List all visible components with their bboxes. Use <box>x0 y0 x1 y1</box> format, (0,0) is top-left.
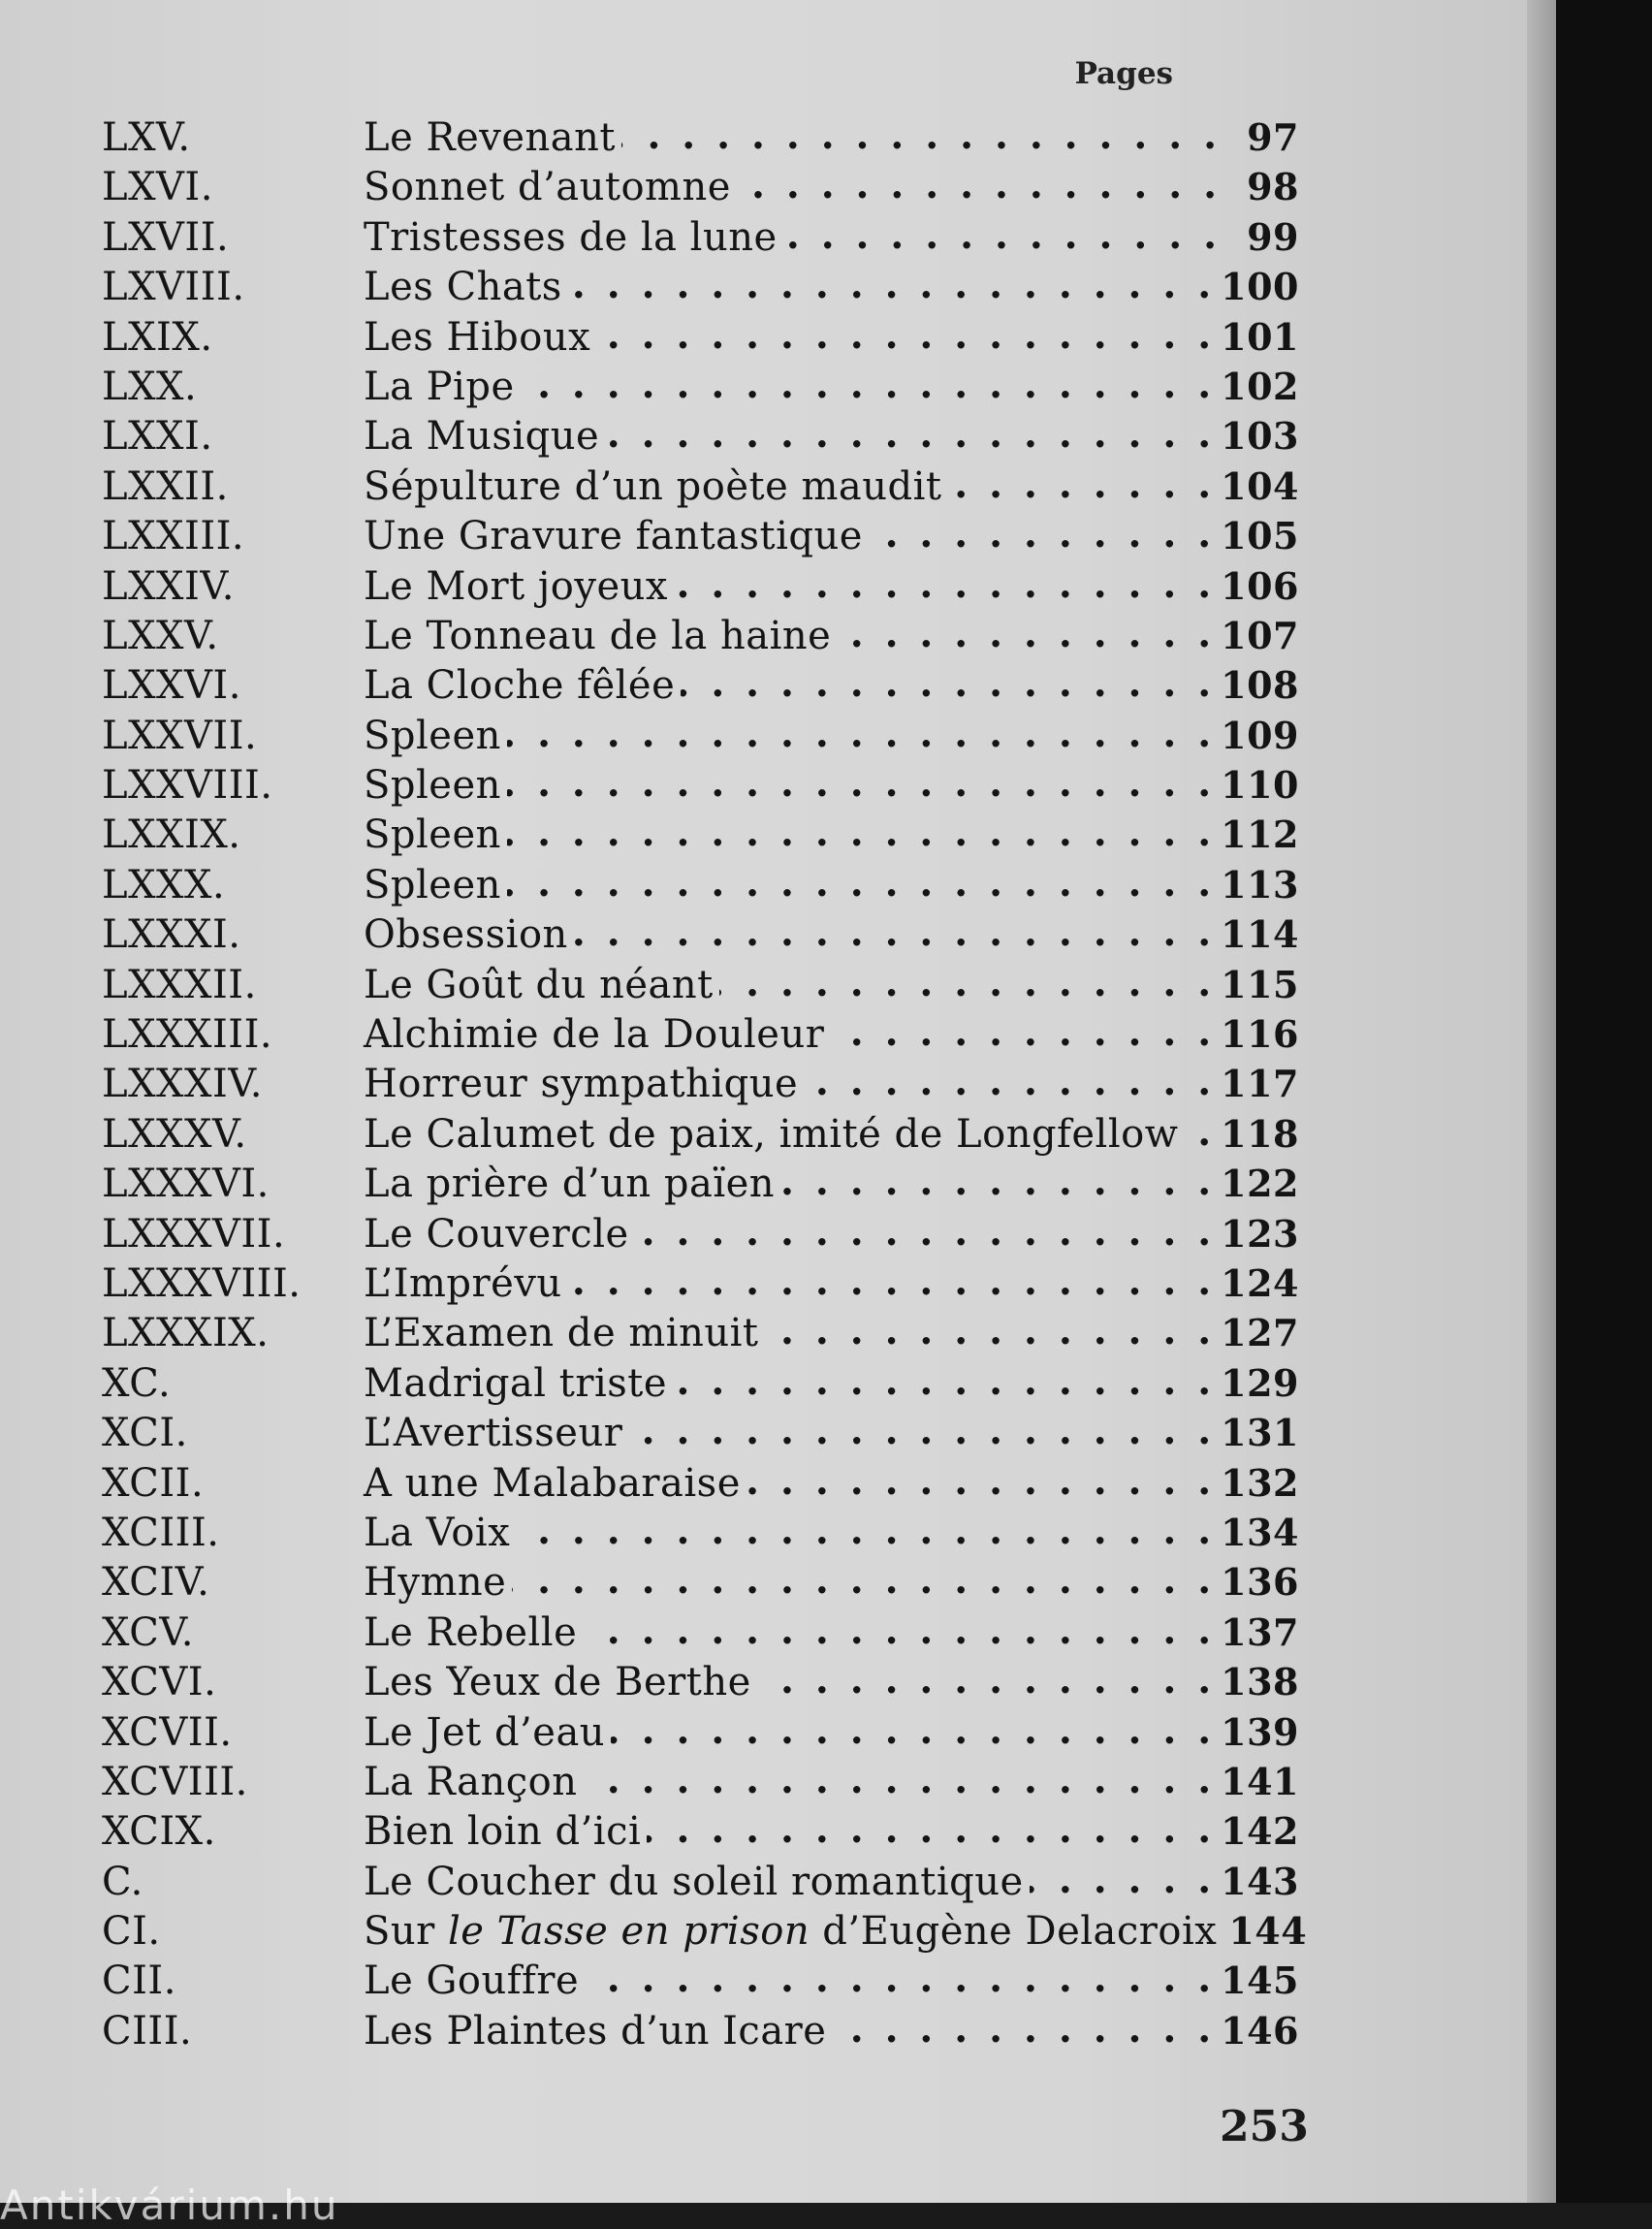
entry-page: 117 <box>1221 1062 1299 1106</box>
entry-number: LXXXII. <box>102 962 257 1007</box>
entry-number: XCV. <box>102 1609 194 1655</box>
toc-entry <box>102 1307 1299 1356</box>
entry-title-part: d’Eugène Delacroix <box>810 1909 1218 1955</box>
dot-leader <box>568 1258 1215 1296</box>
toc-entry <box>102 1706 1299 1756</box>
entry-number: LXXX. <box>102 862 226 908</box>
entry-page: 136 <box>1221 1560 1299 1605</box>
entry-title: Obsession <box>364 912 568 958</box>
entry-title-part: Sur <box>364 1909 448 1955</box>
entry-page: 103 <box>1221 414 1299 459</box>
entry-number: LXXXIII. <box>102 1012 273 1058</box>
dot-leader <box>621 111 1221 150</box>
toc-entry <box>102 1607 1299 1656</box>
dot-leader <box>837 610 1215 649</box>
toc-entry <box>102 1008 1299 1058</box>
entry-page: 122 <box>1221 1162 1299 1206</box>
toc-entry <box>102 361 1299 410</box>
entry-title: Les Plaintes d’un Icare <box>364 2008 827 2054</box>
entry-number: LXXIII. <box>102 514 245 559</box>
entry-number: LXXIV. <box>102 563 235 609</box>
toc-entry <box>102 809 1299 858</box>
entry-page: 143 <box>1221 1859 1299 1903</box>
entry-page: 127 <box>1221 1311 1299 1355</box>
entry-page: 144 <box>1228 1909 1308 1954</box>
dot-leader <box>869 510 1215 549</box>
toc-entry <box>102 959 1299 1008</box>
toc-entry <box>102 610 1299 659</box>
dot-leader <box>605 410 1215 449</box>
dot-leader <box>611 1706 1215 1745</box>
toc-entry <box>102 659 1299 709</box>
dot-leader <box>780 1158 1215 1196</box>
entry-page: 137 <box>1221 1609 1299 1654</box>
entry-page: 124 <box>1221 1260 1299 1305</box>
toc-entry <box>102 1905 1308 1955</box>
dot-leader <box>1030 1856 1215 1895</box>
entry-number: LXXII. <box>102 463 229 509</box>
table-of-contents <box>102 111 1308 2054</box>
toc-entry <box>102 1108 1299 1158</box>
entry-number: LXVI. <box>102 165 213 210</box>
dot-leader <box>832 2005 1215 2044</box>
dot-leader <box>757 1656 1215 1695</box>
toc-entry <box>102 1756 1299 1805</box>
entry-page: 146 <box>1221 2008 1299 2053</box>
entry-number: LXXXI. <box>102 912 241 958</box>
entry-title: A une Malabaraise <box>364 1460 741 1506</box>
entry-title: L’Examen de minuit <box>364 1311 759 1356</box>
entry-title: La Rançon <box>364 1759 578 1804</box>
entry-page: 109 <box>1221 713 1299 757</box>
entry-page: 139 <box>1221 1709 1299 1754</box>
entry-title: Horreur sympathique <box>364 1062 799 1107</box>
toc-entry <box>102 859 1299 908</box>
toc-entry <box>102 560 1299 610</box>
entry-title: Alchimie de la Douleur <box>364 1012 825 1058</box>
dot-leader <box>568 261 1215 300</box>
entry-page: 134 <box>1221 1510 1299 1554</box>
entry-title: Spleen <box>364 713 501 758</box>
entry-title: La Cloche fêlée <box>364 663 676 709</box>
entry-title: Le Mort joyeux <box>364 563 668 609</box>
toc-entry <box>102 111 1299 161</box>
entry-page: 102 <box>1221 364 1299 408</box>
entry-title: L’Avertisseur <box>364 1411 623 1456</box>
page-number: 253 <box>1220 2102 1309 2151</box>
entry-title: Le Coucher du soleil romantique <box>364 1859 1024 1904</box>
entry-page: 101 <box>1221 314 1299 359</box>
dot-leader <box>681 659 1215 698</box>
dot-leader <box>635 1208 1216 1247</box>
dot-leader <box>584 1756 1216 1795</box>
entry-page: 110 <box>1221 763 1299 808</box>
entry-number: LXXXVIII. <box>102 1260 302 1306</box>
entry-title: La Pipe <box>364 364 515 409</box>
entry-number: LXX. <box>102 364 198 409</box>
dot-leader <box>507 809 1215 847</box>
entry-title: La Voix <box>364 1510 511 1555</box>
entry-number: LXXVII. <box>102 713 258 758</box>
entry-page: 116 <box>1221 1012 1299 1057</box>
dot-leader <box>507 710 1215 748</box>
entry-page: 141 <box>1221 1759 1299 1803</box>
entry-page: 142 <box>1221 1809 1299 1854</box>
entry-page: 145 <box>1221 1958 1299 2003</box>
entry-title: Sonnet d’automne <box>364 165 731 210</box>
entry-number: LXXV. <box>102 613 219 658</box>
entry-page: 114 <box>1221 912 1299 957</box>
dot-leader <box>628 1407 1215 1446</box>
entry-number: CII. <box>102 1958 176 2004</box>
entry-number: XCVIII. <box>102 1759 248 1804</box>
entry-title: Sépulture d’un poète maudit <box>364 463 942 509</box>
entry-title: Le Jet d’eau <box>364 1709 606 1755</box>
entry-page: 106 <box>1221 563 1299 608</box>
entry-page: 118 <box>1221 1111 1299 1156</box>
toc-entry <box>102 1856 1299 1905</box>
entry-page: 100 <box>1221 265 1299 309</box>
toc-entry <box>102 908 1299 958</box>
entry-number: XC. <box>102 1360 172 1406</box>
entry-title: Le Tonneau de la haine <box>364 613 832 658</box>
dot-leader <box>512 1556 1215 1595</box>
toc-entry <box>102 261 1299 310</box>
dot-leader <box>583 1607 1215 1645</box>
toc-entry <box>102 311 1299 361</box>
toc-entry <box>102 1208 1299 1258</box>
dot-leader <box>783 211 1221 250</box>
entry-number: LXIX. <box>102 314 213 360</box>
dot-leader <box>737 161 1221 200</box>
entry-page: 132 <box>1221 1460 1299 1505</box>
entry-page: 105 <box>1221 514 1299 558</box>
entry-title: Spleen <box>364 812 501 858</box>
page-edge <box>1527 0 1556 2203</box>
toc-entry <box>102 1058 1299 1107</box>
toc-entry <box>102 1556 1299 1606</box>
entry-title: Spleen <box>364 862 501 908</box>
toc-entry <box>102 1457 1299 1507</box>
entry-number: LXV. <box>102 115 191 160</box>
dot-leader <box>673 1357 1215 1396</box>
entry-page: 107 <box>1221 613 1299 657</box>
entry-title: Les Chats <box>364 265 562 310</box>
entry-number: LXXXIX. <box>102 1311 270 1356</box>
toc-entry <box>102 461 1299 510</box>
entry-page: 99 <box>1247 214 1299 259</box>
entry-number: LXXXVII. <box>102 1211 286 1257</box>
entry-title: Le Calumet de paix, imité de Longfellow <box>364 1111 1179 1157</box>
toc-entry <box>102 1158 1299 1207</box>
entry-page: 113 <box>1221 862 1299 907</box>
entry-page: 123 <box>1221 1211 1299 1256</box>
entry-number: XCIX. <box>102 1809 216 1855</box>
dot-leader <box>764 1307 1215 1346</box>
entry-number: LXVIII. <box>102 265 245 310</box>
entry-number: LXXIX. <box>102 812 241 858</box>
entry-number: LXXVIII. <box>102 763 273 809</box>
entry-number: XCIV. <box>102 1560 210 1606</box>
toc-entry <box>102 1805 1299 1855</box>
entry-title-italic: le Tasse en prison <box>448 1909 810 1955</box>
toc-entry <box>102 510 1299 559</box>
entry-page: 115 <box>1221 962 1299 1006</box>
entry-number: XCIII. <box>102 1510 220 1555</box>
dot-leader <box>596 311 1215 350</box>
toc-entry <box>102 2005 1299 2054</box>
entry-title: La Musique <box>364 414 600 460</box>
dot-leader <box>804 1058 1215 1097</box>
entry-title: Spleen <box>364 763 501 809</box>
entry-title: La prière d’un païen <box>364 1162 776 1207</box>
entry-page: 104 <box>1221 463 1299 508</box>
entry-number: XCVII. <box>102 1709 233 1755</box>
entry-title: Tristesses de la lune <box>364 214 778 260</box>
dot-leader <box>574 908 1215 947</box>
entry-title: Bien loin d’ici <box>364 1809 642 1855</box>
entry-title: Une Gravure fantastique <box>364 514 863 559</box>
entry-page: 97 <box>1247 115 1299 159</box>
dot-leader <box>507 759 1215 798</box>
entry-title: L’Imprévu <box>364 1260 562 1306</box>
entry-number: LXXXVI. <box>102 1162 270 1207</box>
toc-entry <box>102 410 1299 460</box>
book-binding <box>1556 0 1652 2203</box>
entry-title: Hymne <box>364 1560 507 1606</box>
entry-page: 138 <box>1221 1660 1299 1704</box>
entry-page: 131 <box>1221 1411 1299 1455</box>
entry-title <box>364 1909 1217 1954</box>
entry-page: 112 <box>1221 812 1299 857</box>
dot-leader <box>947 461 1215 499</box>
entry-number: LXXVI. <box>102 663 241 709</box>
entry-number: XCII. <box>102 1460 205 1506</box>
toc-entry <box>102 1955 1299 2004</box>
dot-leader <box>516 1507 1215 1545</box>
entry-title: Le Rebelle <box>364 1609 578 1655</box>
dot-leader <box>830 1008 1215 1047</box>
entry-number: CI. <box>102 1909 161 1955</box>
toc-entry <box>102 1357 1299 1407</box>
dot-leader <box>674 560 1215 599</box>
toc-entry <box>102 161 1299 210</box>
entry-title: Le Revenant <box>364 115 616 160</box>
entry-number: XCI. <box>102 1411 188 1456</box>
dot-leader <box>585 1955 1215 1993</box>
entry-title: Les Yeux de Berthe <box>364 1660 751 1705</box>
toc-entry <box>102 1656 1299 1705</box>
entry-page: 129 <box>1221 1360 1299 1405</box>
entry-number: LXXXIV. <box>102 1062 263 1107</box>
dot-leader <box>507 859 1215 898</box>
entry-title: Madrigal triste <box>364 1360 668 1406</box>
entry-title: Le Gouffre <box>364 1958 580 2004</box>
toc-entry <box>102 710 1299 759</box>
dot-leader <box>1184 1108 1215 1147</box>
entry-title: Les Hiboux <box>364 314 591 360</box>
pages-column-heading: Pages <box>1074 56 1173 91</box>
dot-leader <box>719 959 1215 998</box>
entry-page: 98 <box>1247 165 1299 209</box>
toc-entry <box>102 1507 1299 1556</box>
entry-title: Le Couvercle <box>364 1211 629 1257</box>
toc-entry <box>102 211 1299 261</box>
entry-number: CIII. <box>102 2008 193 2054</box>
toc-entry <box>102 759 1299 809</box>
entry-number: LXVII. <box>102 214 230 260</box>
dot-leader <box>747 1457 1215 1496</box>
entry-page: 108 <box>1221 663 1299 708</box>
entry-number: LXXXV. <box>102 1111 247 1157</box>
entry-number: C. <box>102 1859 143 1904</box>
watermark: Antikvárium.hu <box>0 2181 339 2229</box>
entry-number: XCVI. <box>102 1660 217 1705</box>
dot-leader <box>647 1805 1215 1844</box>
entry-number: LXXI. <box>102 414 213 460</box>
toc-entry <box>102 1407 1299 1456</box>
entry-title: Le Goût du néant <box>364 962 714 1007</box>
dot-leader <box>521 361 1216 399</box>
toc-entry <box>102 1258 1299 1307</box>
